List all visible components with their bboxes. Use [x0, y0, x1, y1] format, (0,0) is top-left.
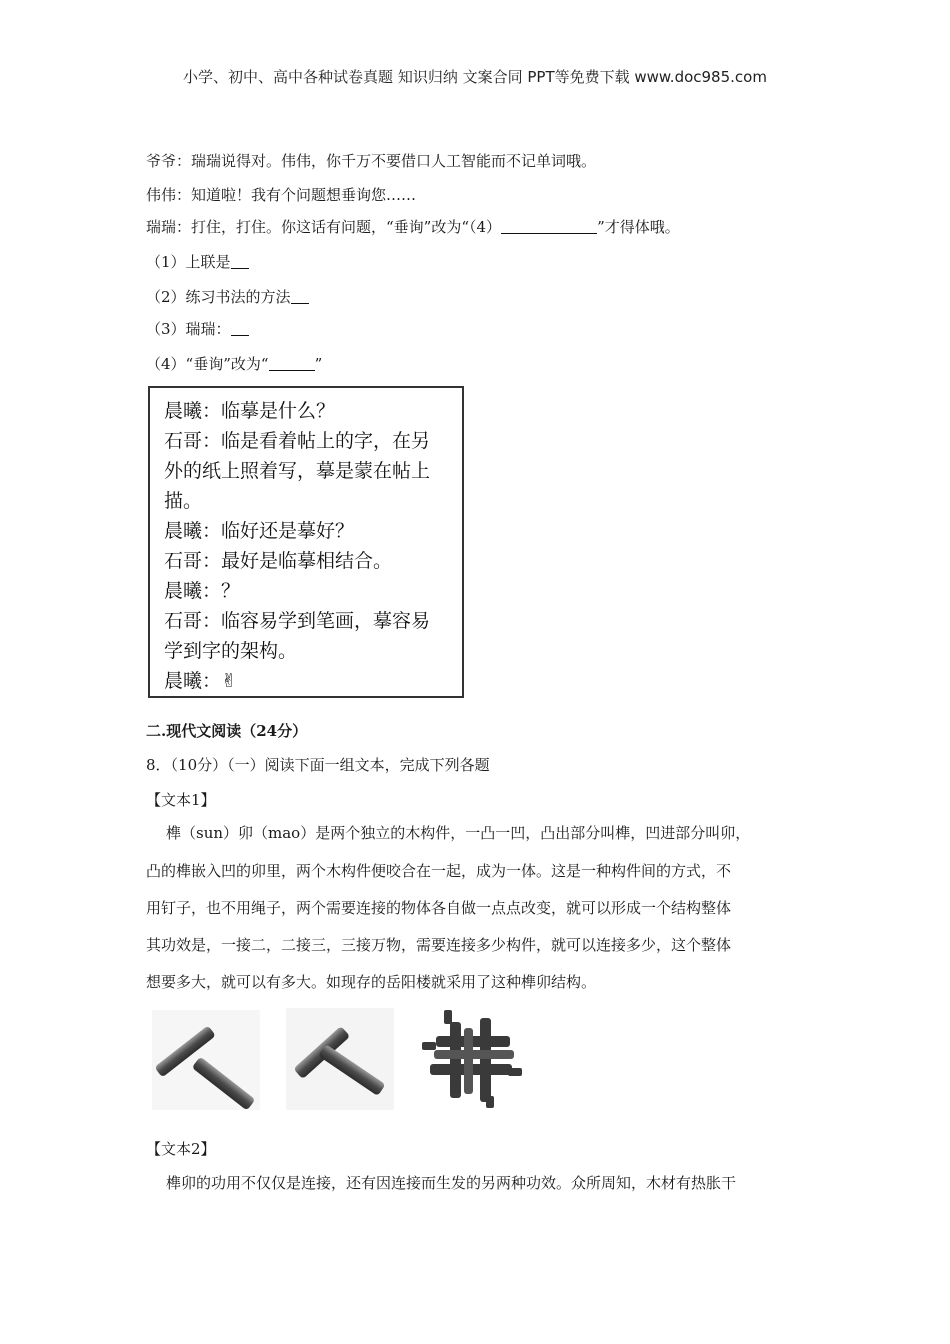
box-line-5: 晨曦：临好还是摹好？	[164, 520, 355, 542]
question-1-label: （1）上联是	[146, 253, 231, 271]
box-line-2: 石哥：临是看着帖上的字，在另	[164, 430, 431, 452]
text-2-line-1: 榫卯的功用不仅仅是连接，还有因连接而生发的另两种功效。众所周知，木材有热胀干	[166, 1174, 737, 1192]
question-4-suffix: ”	[314, 355, 323, 373]
box-line-8: 石哥：临容易学到笔画，摹容易	[164, 610, 431, 632]
dialogue-line-grandpa: 爷爷：瑞瑞说得对。伟伟，你千万不要借口人工智能而不记单词哦。	[146, 152, 597, 170]
text-1-line-3: 用钉子，也不用绳子，两个需要连接的物体各自做一点点改变，就可以形成一个结构整体	[146, 899, 732, 917]
box-line-1: 晨曦：临摹是什么？	[164, 400, 336, 422]
question-4-label: （4）“垂询”改为“	[146, 355, 269, 373]
question-2	[146, 286, 309, 307]
lattice-structure	[422, 1010, 522, 1108]
box-line-9: 学到字的架构。	[164, 640, 298, 662]
text-2-label: 【文本2】	[146, 1140, 216, 1158]
mortise-tenon-lattice-figure	[416, 1006, 526, 1110]
question-3	[146, 318, 249, 339]
answer-blank-q2[interactable]	[291, 289, 309, 304]
answer-blank-q3[interactable]	[231, 321, 249, 336]
text-1-line-1: 榫（sun）卯（mao）是两个独立的木构件，一凸一凹，凸出部分叫榫，凹进部分叫卯，	[166, 824, 751, 842]
text-1-label: 【文本1】	[146, 791, 216, 809]
box-line-10: 晨曦：✌	[164, 670, 237, 692]
text-1-line-4: 其功效是，一接二，二接三，三接万物，需要连接多少构件，就可以连接多少，这个整体	[146, 936, 732, 954]
dialogue-line-weiwei: 伟伟：知道啦！我有个问题想垂询您……	[146, 186, 417, 204]
dialogue-line-ruirui-suffix: ”才得体哦。	[597, 218, 680, 236]
dialogue-line-ruirui-prefix: 瑞瑞：打住，打住。你这话有问题，“垂询”改为“（4）	[146, 218, 502, 236]
page-header: 小学、初中、高中各种试卷真题 知识归纳 文案合同 PPT等免费下载 www.doc985.com	[183, 68, 767, 86]
question-3-label: （3）瑞瑞：	[146, 320, 231, 338]
answer-blank-q4[interactable]	[269, 356, 315, 371]
answer-blank-q1[interactable]	[231, 254, 249, 269]
box-line-3: 外的纸上照着写，摹是蒙在帖上	[164, 460, 431, 482]
answer-blank-4[interactable]	[501, 219, 597, 234]
mortise-tenon-separate-figure	[148, 1010, 260, 1110]
text-1-line-5: 想要多大，就可以有多大。如现存的岳阳楼就采用了这种榫卯结构。	[146, 973, 597, 991]
section-2-title: 二.现代文阅读（24分）	[146, 722, 308, 740]
dialogue-line-ruirui	[146, 216, 680, 237]
box-line-6: 石哥：最好是临摹相结合。	[164, 550, 393, 572]
box-line-4: 描。	[164, 490, 203, 512]
question-4	[146, 353, 322, 374]
calligraphy-dialog-box	[148, 386, 464, 698]
text-1-line-2: 凸的榫嵌入凹的卯里，两个木构件便咬合在一起，成为一体。这是一种构件间的方式，不	[146, 862, 732, 880]
mortise-tenon-joined-figure	[286, 1008, 394, 1110]
question-1	[146, 251, 249, 272]
question-8-intro: 8．（10分）（一）阅读下面一组文本，完成下列各题	[146, 756, 490, 774]
question-2-label: （2）练习书法的方法	[146, 288, 291, 306]
box-line-7: 晨曦：？	[164, 580, 241, 602]
